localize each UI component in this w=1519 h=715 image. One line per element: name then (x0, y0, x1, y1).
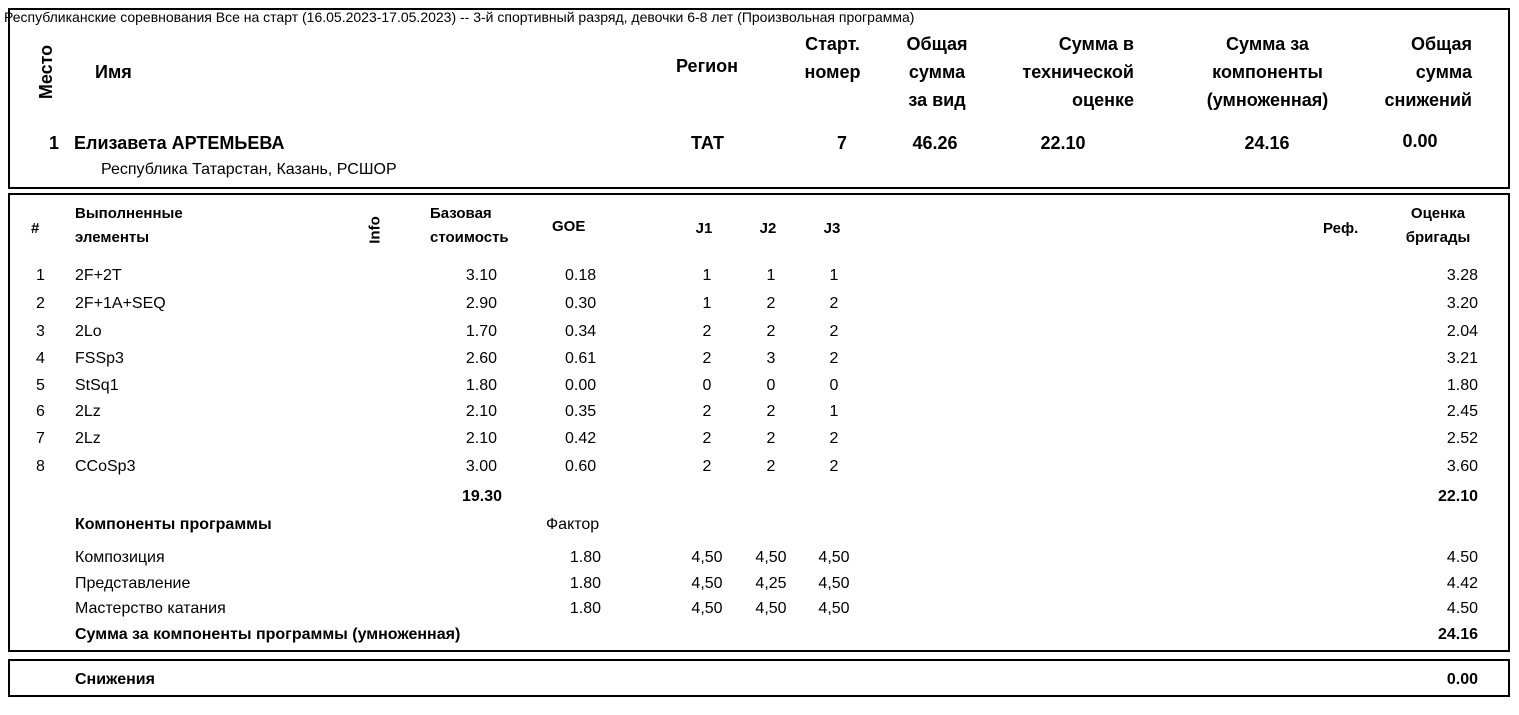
element-j1: 2 (702, 458, 712, 475)
element-goe: 0.35 (565, 403, 597, 420)
skater-tes: 22.10 (1040, 133, 1086, 153)
element-panel-score: 3.20 (1446, 295, 1478, 312)
element-j1: 2 (702, 430, 712, 447)
element-score-total: 22.10 (1437, 488, 1478, 505)
element-j2: 0 (766, 377, 776, 394)
deductions-header-line1: Общая (1410, 34, 1472, 54)
j1-header: J1 (695, 220, 713, 237)
start-number-header-line2: номер (804, 62, 861, 82)
element-j3: 2 (829, 323, 839, 340)
element-code: CCoSp3 (75, 458, 136, 475)
skater-total-score: 46.26 (912, 133, 958, 153)
element-num: 2 (36, 295, 45, 312)
element-j2: 2 (766, 458, 776, 475)
element-goe: 0.00 (565, 377, 597, 394)
deductions-value: 0.00 (1446, 671, 1478, 688)
component-name: Композиция (75, 549, 165, 566)
element-panel-score: 1.80 (1446, 377, 1478, 394)
component-name: Мастерство катания (75, 600, 226, 617)
total-score-header (885, 30, 989, 114)
component-factor: 1.80 (569, 549, 601, 566)
deductions-label: Снижения (75, 671, 155, 688)
skater-place: 1 (49, 133, 60, 153)
element-panel-score: 2.04 (1446, 323, 1478, 340)
tes-header-line1: Сумма в (1058, 34, 1134, 54)
component-j1: 4,50 (691, 600, 723, 617)
pcs-header-line3: (умноженная) (1206, 90, 1329, 110)
skater-deductions: 0.00 (1402, 131, 1438, 151)
element-j3: 2 (829, 295, 839, 312)
num-header: # (31, 220, 40, 237)
element-j1: 0 (702, 377, 712, 394)
elements-header-line1: Выполненные (75, 205, 183, 222)
element-panel-score: 2.45 (1446, 403, 1478, 420)
element-j3: 2 (829, 430, 839, 447)
total-score-header-line3: за вид (908, 90, 966, 110)
element-code: 2Lz (75, 403, 101, 420)
element-goe: 0.61 (565, 350, 597, 367)
element-code: FSSp3 (75, 350, 124, 367)
element-num: 3 (36, 323, 45, 340)
name-header: Имя (95, 62, 132, 82)
element-j3: 2 (829, 458, 839, 475)
base-value-header-line2: стоимость (430, 229, 509, 246)
j2-header: J2 (759, 220, 777, 237)
tes-header-line2: технической (1022, 62, 1134, 82)
components-sum-value: 24.16 (1437, 626, 1478, 643)
element-j2: 2 (766, 295, 776, 312)
element-panel-score: 3.60 (1446, 458, 1478, 475)
deductions-box (8, 659, 1510, 697)
base-value-total: 19.30 (461, 488, 502, 505)
component-j3: 4,50 (818, 575, 850, 592)
element-j2: 3 (766, 350, 776, 367)
skater-pcs: 24.16 (1244, 133, 1290, 153)
element-base-value: 2.60 (465, 350, 497, 367)
component-j1: 4,50 (691, 549, 723, 566)
panel-score-header (1398, 202, 1478, 250)
element-num: 7 (36, 430, 45, 447)
skater-name: Елизавета АРТЕМЬЕВА (74, 133, 285, 153)
skater-region: ТАТ (691, 133, 724, 153)
element-j3: 1 (829, 403, 839, 420)
element-goe: 0.34 (565, 323, 597, 340)
element-j1: 1 (702, 295, 712, 312)
factor-header: Фактор (546, 516, 600, 533)
component-j2: 4,25 (755, 575, 787, 592)
pcs-header-line1: Сумма за (1226, 34, 1309, 54)
element-num: 5 (36, 377, 45, 394)
element-num: 4 (36, 350, 45, 367)
component-j1: 4,50 (691, 575, 723, 592)
element-base-value: 2.10 (465, 430, 497, 447)
element-j3: 0 (829, 377, 839, 394)
protocol-title: Республиканские соревнования Все на старт (16.05.2023-17.05.2023) -- 3-й спортивный разряд, девочки 6-8 лет (Произвольная программа) (4, 9, 915, 25)
element-j2: 2 (766, 323, 776, 340)
component-name: Представление (75, 575, 191, 592)
total-score-header-line2: сумма (908, 62, 966, 82)
element-j3: 1 (829, 267, 839, 284)
element-j2: 1 (766, 267, 776, 284)
elements-header (75, 202, 183, 250)
place-header: Место (36, 44, 56, 100)
component-j2: 4,50 (755, 549, 787, 566)
components-sum-label: Сумма за компоненты программы (умноженная) (75, 626, 461, 643)
start-number-header (785, 30, 880, 86)
component-j3: 4,50 (818, 600, 850, 617)
elements-header-line2: элементы (75, 229, 150, 246)
component-j3: 4,50 (818, 549, 850, 566)
element-panel-score: 2.52 (1446, 430, 1478, 447)
element-num: 1 (36, 267, 45, 284)
info-header: Info (366, 216, 384, 244)
start-number-header-line1: Старт. (805, 34, 860, 54)
region-header: Регион (676, 56, 738, 76)
element-base-value: 1.70 (465, 323, 497, 340)
base-value-header-line1: Базовая (430, 205, 492, 222)
deductions-header (1340, 30, 1472, 114)
pcs-header (1175, 30, 1360, 114)
element-goe: 0.60 (565, 458, 597, 475)
element-goe: 0.30 (565, 295, 597, 312)
component-factor: 1.80 (569, 600, 601, 617)
element-num: 8 (36, 458, 45, 475)
components-title: Компоненты программы (75, 516, 272, 533)
element-base-value: 1.80 (465, 377, 497, 394)
base-value-header (430, 202, 509, 250)
j3-header: J3 (823, 220, 841, 237)
component-factor: 1.80 (569, 575, 601, 592)
element-base-value: 2.10 (465, 403, 497, 420)
element-base-value: 3.10 (465, 267, 497, 284)
tes-header-line3: оценке (1072, 90, 1134, 110)
panel-score-header-line1: Оценка (1410, 205, 1466, 222)
referee-header: Реф. (1323, 220, 1359, 237)
panel-score-header-line2: бригады (1405, 229, 1471, 246)
element-j1: 2 (702, 323, 712, 340)
element-j2: 2 (766, 430, 776, 447)
element-j2: 2 (766, 403, 776, 420)
goe-header: GOE (552, 218, 586, 235)
deductions-header-line2: сумма (1415, 62, 1472, 82)
skater-start-number: 7 (836, 133, 847, 153)
element-panel-score: 3.28 (1446, 267, 1478, 284)
element-code: 2Lo (75, 323, 102, 340)
total-score-header-line1: Общая (906, 34, 968, 54)
component-score: 4.50 (1446, 600, 1478, 617)
element-j1: 2 (702, 403, 712, 420)
element-code: 2Lz (75, 430, 101, 447)
deductions-header-line3: снижений (1384, 90, 1472, 110)
pcs-header-line2: компоненты (1212, 62, 1323, 82)
component-score: 4.42 (1446, 575, 1478, 592)
element-code: StSq1 (75, 377, 119, 394)
element-base-value: 2.90 (465, 295, 497, 312)
element-j1: 1 (702, 267, 712, 284)
component-j2: 4,50 (755, 600, 787, 617)
tes-header (980, 30, 1134, 114)
element-goe: 0.18 (565, 267, 597, 284)
element-num: 6 (36, 403, 45, 420)
element-code: 2F+2T (75, 267, 122, 284)
element-base-value: 3.00 (465, 458, 497, 475)
element-goe: 0.42 (565, 430, 597, 447)
element-j3: 2 (829, 350, 839, 367)
skater-club: Республика Татарстан, Казань, РСШОР (101, 161, 397, 178)
component-score: 4.50 (1446, 549, 1478, 566)
element-code: 2F+1A+SEQ (75, 295, 166, 312)
element-panel-score: 3.21 (1446, 350, 1478, 367)
element-j1: 2 (702, 350, 712, 367)
